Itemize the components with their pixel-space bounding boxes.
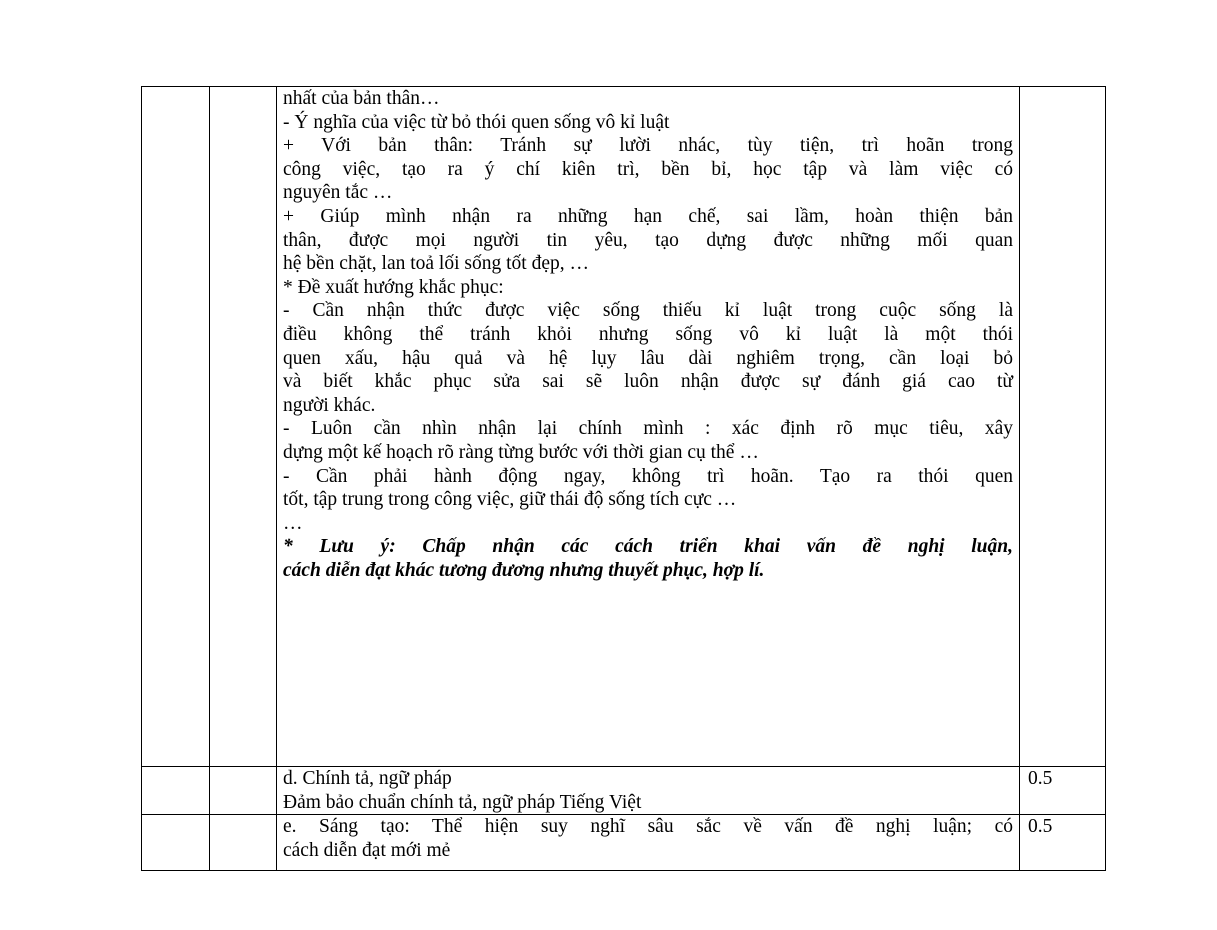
score-cell: 0.5 [1020,767,1106,815]
table-row [142,815,1106,871]
content-cell [277,87,1020,767]
content-line: người khác. [283,394,376,416]
criterion-title: d. Chính tả, ngữ pháp [283,768,452,789]
note-line: cách diễn đạt khác tương đương nhưng thuyết phục, hợp lí. [283,559,765,581]
content-line: nguyên tắc … [283,182,393,204]
content-cell [277,815,1020,871]
criterion-text: Đảm bảo chuẩn chính tả, ngữ pháp Tiếng Việt [283,791,642,813]
part-cell [210,815,277,871]
content-cell [277,767,1020,815]
content-line: - Ý nghĩa của việc từ bỏ thói quen sống vô kỉ luật [283,111,670,133]
content-line: nhất của bản thân… [283,88,440,109]
content-line: + Với bản thân: Tránh sự lười nhác, tùy tiện, trì hoãn trong [283,135,1013,157]
criterion-title: e. Sáng tạo: Thể hiện suy nghĩ sâu sắc về vấn đề nghị luận; có [283,816,1013,838]
content-line: + Giúp mình nhận ra những hạn chế, sai lầm, hoàn thiện bản [283,205,1013,227]
question-cell [142,767,210,815]
question-cell [142,815,210,871]
note-line: * Lưu ý: Chấp nhận các cách triển khai vấn đề nghị luận, [283,536,1013,558]
table-row [142,87,1106,767]
score-cell [1020,87,1106,767]
content-line: hệ bền chặt, lan toả lối sống tốt đẹp, … [283,253,589,275]
content-line: - Luôn cần nhìn nhận lại chính mình : xác định rõ mục tiêu, xây [283,418,1013,440]
content-line: quen xấu, hậu quả và hệ lụy lâu dài nghiêm trọng, cần loại bỏ [283,347,1013,369]
content-line: công việc, tạo ra ý chí kiên trì, bền bỉ, học tập và làm việc có [283,158,1013,180]
content-line: … [283,512,303,534]
content-line: dựng một kế hoạch rõ ràng từng bước với thời gian cụ thể … [283,441,759,463]
content-line: điều không thể tránh khỏi nhưng sống vô kỉ luật là một thói [283,323,1013,345]
part-cell [210,767,277,815]
criterion-text: cách diễn đạt mới mẻ [283,839,451,861]
content-line: thân, được mọi người tin yêu, tạo dựng được những mối quan [283,229,1013,251]
part-cell [210,87,277,767]
grading-table [141,86,1106,871]
table-row [142,767,1106,815]
content-line: - Cần phải hành động ngay, không trì hoãn. Tạo ra thói quen [283,465,1013,487]
content-line: tốt, tập trung trong công việc, giữ thái độ sống tích cực … [283,489,737,511]
question-cell [142,87,210,767]
content-line: - Cần nhận thức được việc sống thiếu kỉ luật trong cuộc sống là [283,300,1013,322]
content-line: và biết khắc phục sửa sai sẽ luôn nhận được sự đánh giá cao từ [283,371,1013,393]
content-line: * Đề xuất hướng khắc phục: [283,276,504,298]
score-cell: 0.5 [1020,815,1106,871]
